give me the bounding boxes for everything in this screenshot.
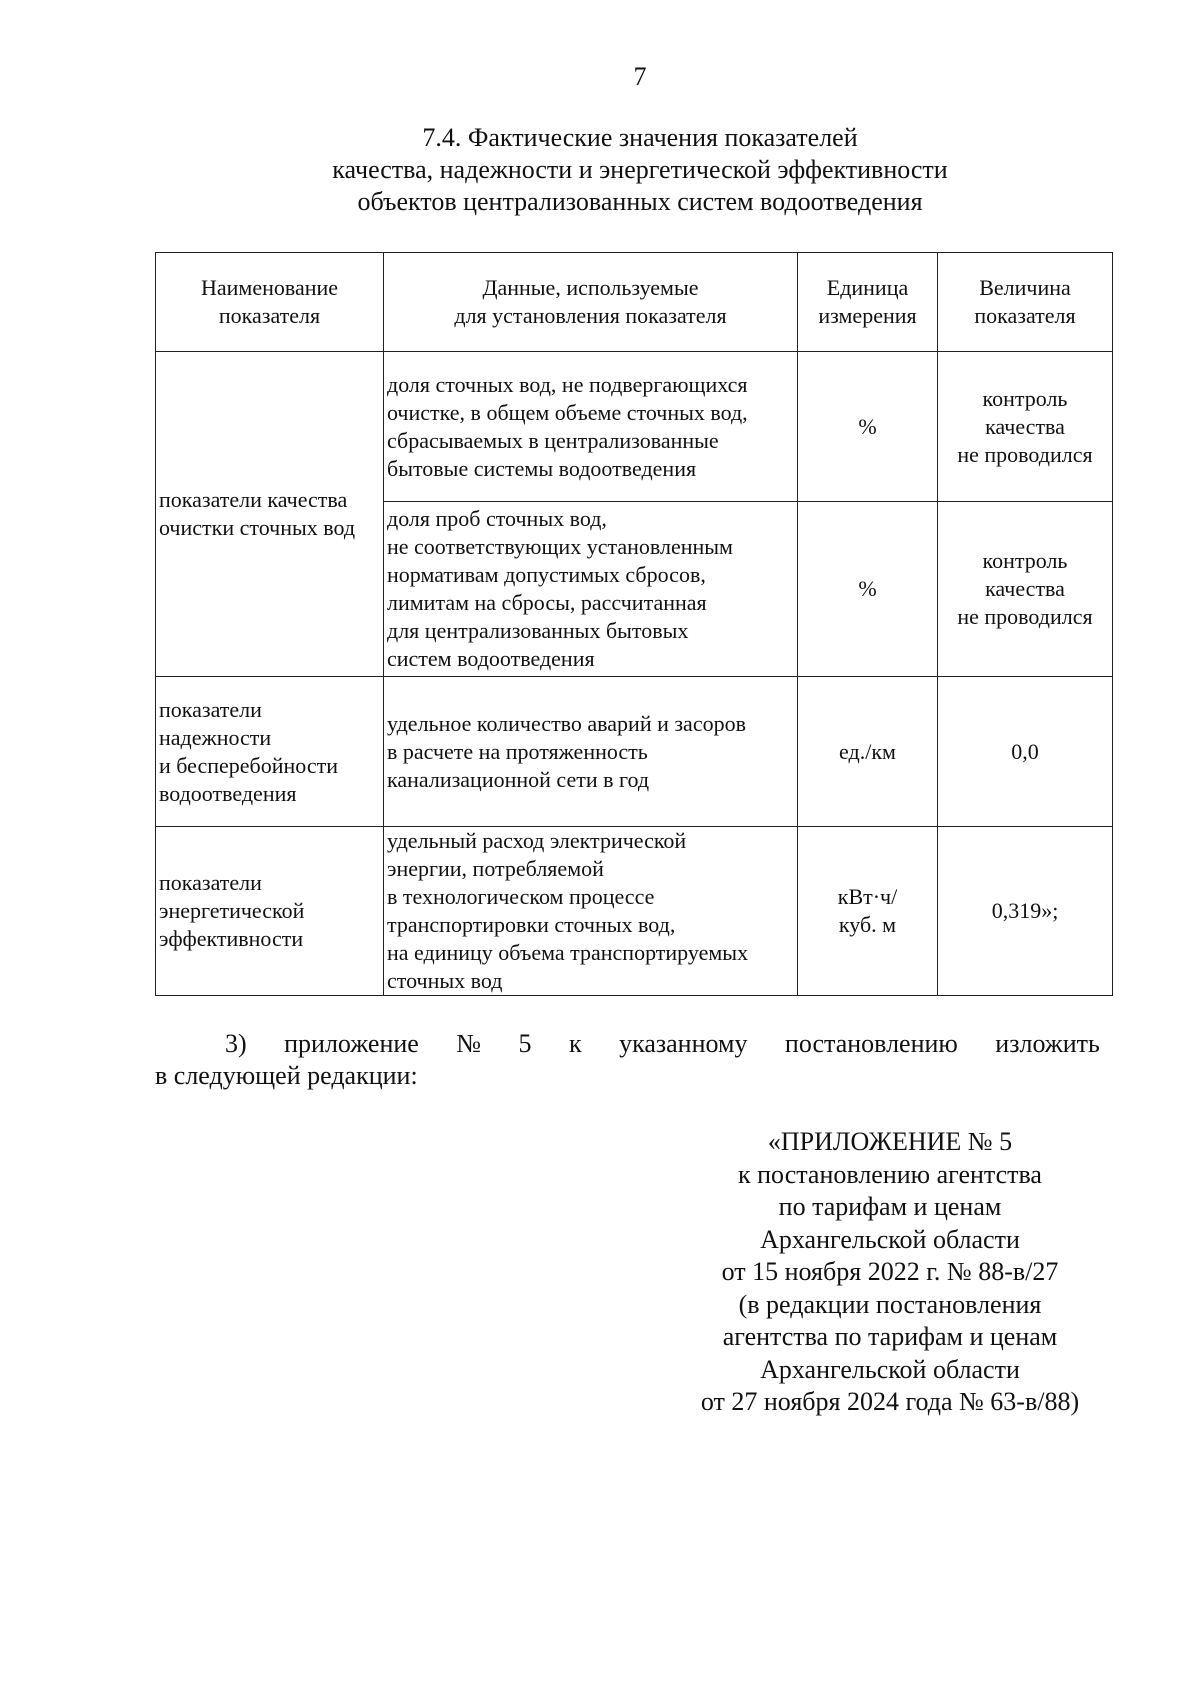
paragraph-word: приложение [284,1029,419,1058]
amendment-paragraph [155,1028,1100,1092]
row-unit-cell: ед./км [798,677,938,827]
header-value: Величина показателя [938,253,1113,352]
table-header-row [156,253,1113,352]
header-unit: Единица измерения [798,253,938,352]
row-data-cell: доля проб сточных вод, не соответствующих установленным нормативам допустимых сбросов, лимитам на сбросы, рассчитанная для централизованных бытовых систем водоотведения [384,502,798,677]
row-unit-cell: кВт·ч/ куб. м [798,827,938,996]
paragraph-second-line: в следующей редакции: [155,1061,418,1090]
group-reliability: показатели надежности и бесперебойности водоотведения [156,677,384,827]
appendix-line: «ПРИЛОЖЕНИЕ № 5 [767,1127,1013,1156]
table-row [156,352,1113,502]
row-unit-cell: % [798,502,938,677]
header-source-data: Данные, используемые для установления показателя [384,253,798,352]
table-row [156,827,1113,996]
appendix-line: Архангельской области [760,1224,1020,1254]
appendix-line: от 15 ноября 2022 г. № 88-в/27 [721,1257,1059,1286]
appendix-heading [680,1126,1100,1419]
group-quality: показатели качества очистки сточных вод [156,352,384,677]
table-row [156,677,1113,827]
section-title-line: качества, надежности и энергетической эффективности [332,155,948,184]
paragraph-word: 5 [518,1029,532,1058]
appendix-line: от 27 ноября 2024 года № 63-в/88) [700,1387,1080,1416]
paragraph-word: 3) [225,1029,247,1058]
page-number: 7 [633,62,647,91]
paragraph-word: указанному [619,1029,748,1058]
row-unit-cell: % [798,352,938,502]
group-energy: показатели энергетической эффективности [156,827,384,996]
appendix-line: агентства по тарифам и ценам [722,1322,1058,1351]
header-indicator-name: Наименование показателя [156,253,384,352]
paragraph-word: изложить [995,1029,1100,1058]
row-value-cell: 0,0 [938,677,1113,827]
section-title-line: объектов централизованных систем водоотведения [357,187,923,216]
indicators-table [155,252,1113,996]
paragraph-word: постановлению [784,1029,958,1058]
paragraph-word: № [456,1029,482,1058]
row-value-cell: контроль качества не проводился [938,502,1113,677]
paragraph-word: к [568,1029,582,1058]
row-value-cell: контроль качества не проводился [938,352,1113,502]
section-title [160,122,1120,218]
appendix-line: к постановлению агентства [738,1159,1042,1189]
appendix-line: по тарифам и ценам [778,1192,1002,1221]
paragraph-first-line [155,1028,1100,1060]
row-data-cell: доля сточных вод, не подвергающихся очистке, в общем объеме сточных вод, сбрасываемых в централизованные бытовые системы водоотведения [384,352,798,502]
section-title-line: 7.4. Фактические значения показателей [422,123,858,152]
row-data-cell: удельное количество аварий и засоров в расчете на протяженность канализационной сети в год [384,677,798,827]
appendix-line: (в редакции постановления [738,1289,1042,1319]
appendix-line: Архангельской области [760,1354,1020,1384]
row-data-cell: удельный расход электрической энергии, потребляемой в технологическом процессе транспортировки сточных вод, на единицу объема транспортируемых сточных вод [384,827,798,996]
row-value-cell: 0,319»; [938,827,1113,996]
